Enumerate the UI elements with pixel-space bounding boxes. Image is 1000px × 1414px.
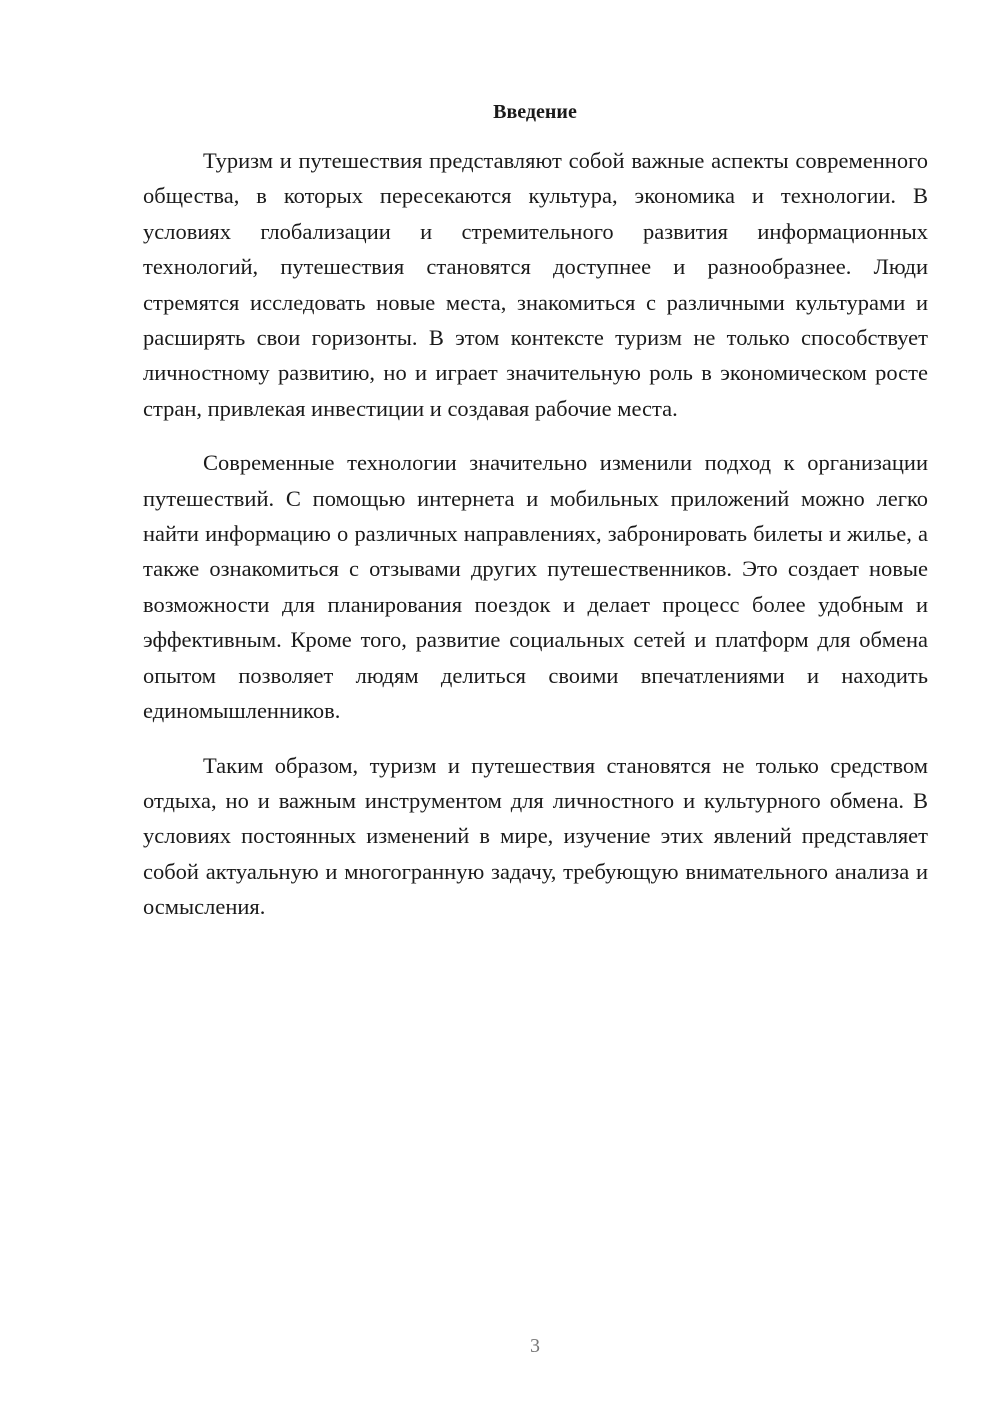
section-heading: Введение <box>493 101 577 123</box>
body-text <box>143 143 928 925</box>
paragraph-3: Таким образом, туризм и путешествия становятся не только средством отдыха, но и важным инструментом для личностного и культурного обмена. В условиях постоянных изменений в мире, изучение этих явлений представляет собой актуальную и многогранную задачу, требующую внимательного анализа и осмысления. <box>143 752 928 920</box>
paragraph-1: Туризм и путешествия представляют собой важные аспекты современного общества, в которых пересекаются культура, экономика и технологии. В условиях глобализации и стремительного развития информационных технологий, путешествия становятся доступнее и разнообразнее. Люди стремятся исследовать новые места, знакомиться с различными культурами и расширять свои горизонты. В этом контексте туризм не только способствует личностному развитию, но и играет значительную роль в экономическом росте стран, привлекая инвестиции и создавая рабочие места. <box>143 148 928 421</box>
paragraph-2: Современные технологии значительно изменили подход к организации путешествий. С помощью интернета и мобильных приложений можно легко найти информацию о различных направлениях, забронировать билеты и жилье, а также ознакомиться с отзывами других путешественников. Это создает новые возможности для планирования поездок и делает процесс более удобным и эффективным. Кроме того, развитие социальных сетей и платформ для обмена опытом позволяет людям делиться своими впечатлениями и находить единомышленников. <box>143 450 928 724</box>
page-number: 3 <box>530 1335 540 1357</box>
